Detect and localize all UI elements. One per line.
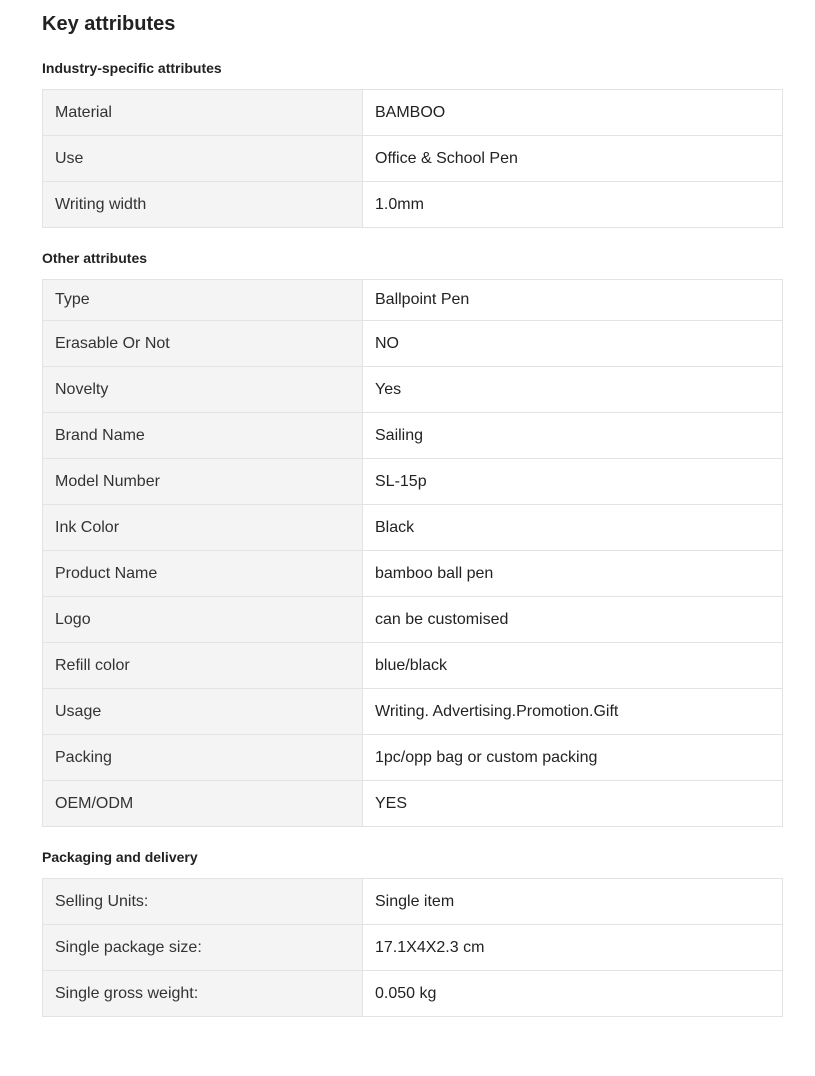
- attribute-key: OEM/ODM: [43, 781, 363, 827]
- section-title-other: Other attributes: [42, 250, 148, 266]
- attribute-key: Single gross weight:: [43, 971, 363, 1017]
- key-attributes-panel: [42, 0, 783, 1017]
- table-row: [43, 367, 783, 413]
- attribute-value: Writing. Advertising.Promotion.Gift: [363, 689, 783, 735]
- attribute-key: Material: [43, 90, 363, 136]
- attribute-key: Brand Name: [43, 413, 363, 459]
- attribute-value: 1pc/opp bag or custom packing: [363, 735, 783, 781]
- page-title: Key attributes: [42, 13, 176, 35]
- attribute-value: SL-15p: [363, 459, 783, 505]
- table-row: [43, 505, 783, 551]
- attribute-key: Model Number: [43, 459, 363, 505]
- attribute-value: 17.1X4X2.3 cm: [363, 925, 783, 971]
- attribute-key: Novelty: [43, 367, 363, 413]
- table-row: [43, 925, 783, 971]
- attribute-key: Product Name: [43, 551, 363, 597]
- table-row: [43, 735, 783, 781]
- attribute-key: Erasable Or Not: [43, 321, 363, 367]
- section-title-packaging: Packaging and delivery: [42, 849, 198, 865]
- attribute-value: 0.050 kg: [363, 971, 783, 1017]
- attribute-key: Refill color: [43, 643, 363, 689]
- attribute-key: Usage: [43, 689, 363, 735]
- attribute-value: bamboo ball pen: [363, 551, 783, 597]
- table-row: [43, 136, 783, 182]
- industry-attributes-table: [42, 89, 783, 228]
- table-row: [43, 90, 783, 136]
- attribute-value: Ballpoint Pen: [363, 280, 783, 321]
- attribute-key: Use: [43, 136, 363, 182]
- attribute-key: Selling Units:: [43, 879, 363, 925]
- attribute-value: NO: [363, 321, 783, 367]
- attribute-key: Packing: [43, 735, 363, 781]
- table-row: [43, 781, 783, 827]
- attribute-value: 1.0mm: [363, 182, 783, 228]
- table-row: [43, 280, 783, 321]
- table-row: [43, 551, 783, 597]
- table-row: [43, 597, 783, 643]
- section-title-industry: Industry-specific attributes: [42, 60, 222, 76]
- attribute-value: Office & School Pen: [363, 136, 783, 182]
- attribute-value: can be customised: [363, 597, 783, 643]
- attribute-key: Ink Color: [43, 505, 363, 551]
- attribute-value: BAMBOO: [363, 90, 783, 136]
- table-row: [43, 689, 783, 735]
- attribute-value: Yes: [363, 367, 783, 413]
- attribute-key: Single package size:: [43, 925, 363, 971]
- packaging-table: [42, 878, 783, 1017]
- attribute-value: Sailing: [363, 413, 783, 459]
- attribute-value: Black: [363, 505, 783, 551]
- table-row: [43, 413, 783, 459]
- table-row: [43, 182, 783, 228]
- attribute-key: Type: [43, 280, 363, 321]
- table-row: [43, 321, 783, 367]
- table-row: [43, 459, 783, 505]
- table-row: [43, 879, 783, 925]
- attribute-value: Single item: [363, 879, 783, 925]
- table-row: [43, 971, 783, 1017]
- table-row: [43, 643, 783, 689]
- other-attributes-table: [42, 279, 783, 827]
- attribute-key: Logo: [43, 597, 363, 643]
- attribute-key: Writing width: [43, 182, 363, 228]
- attribute-value: YES: [363, 781, 783, 827]
- attribute-value: blue/black: [363, 643, 783, 689]
